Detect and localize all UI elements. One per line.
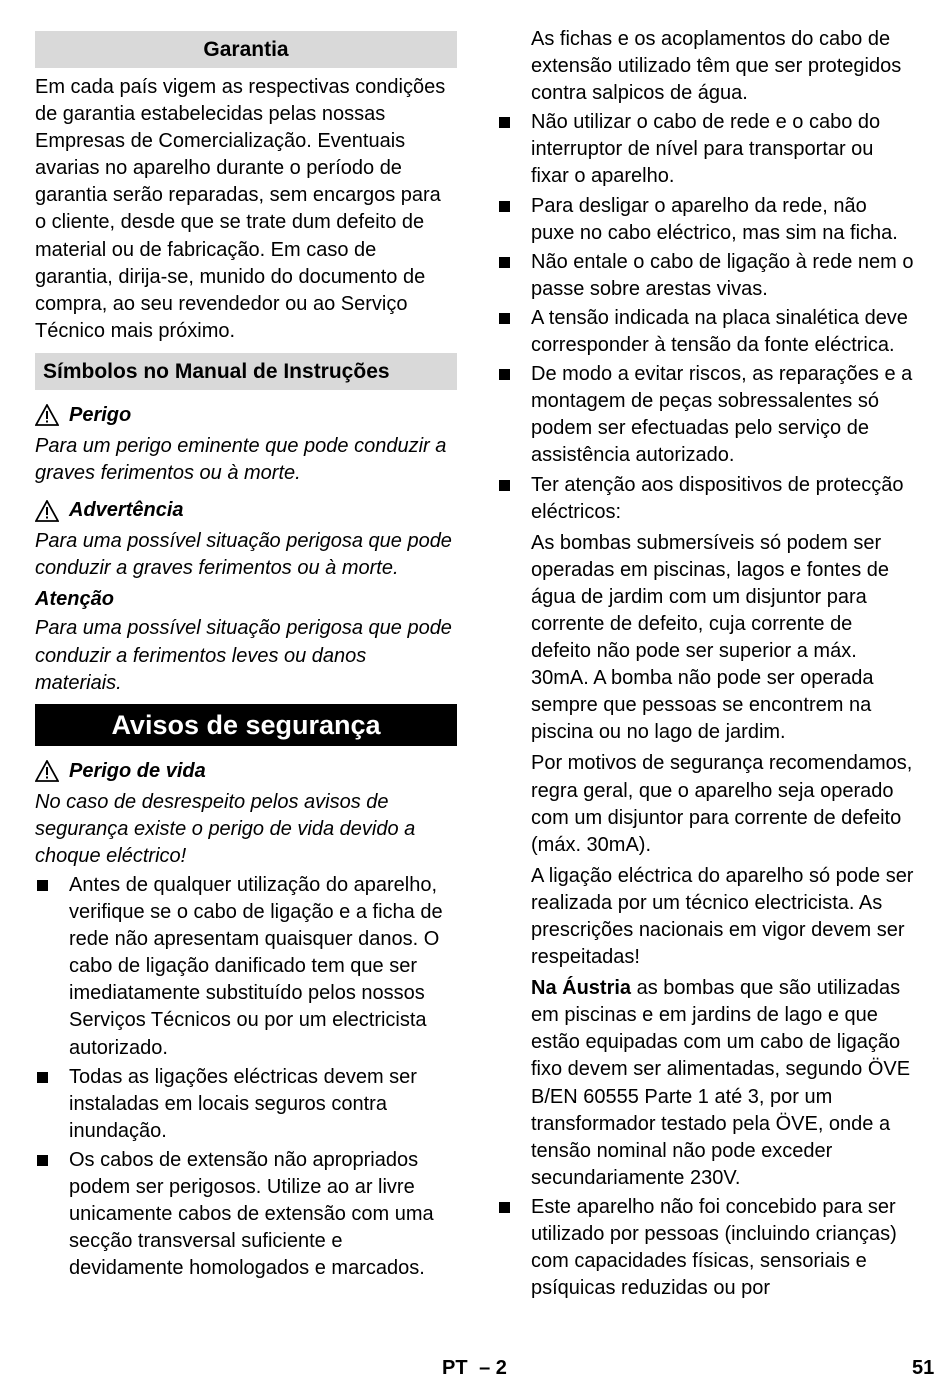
perigo-vida-heading <box>35 758 457 785</box>
bullet-square-icon <box>35 872 69 1062</box>
advertencia-text: Para uma possível situação perigosa que pode conduzir a graves ferimentos ou à morte. <box>35 530 452 580</box>
warning-triangle-icon <box>35 404 59 426</box>
list-item: Os cabos de extensão não apropriados podem ser perigosos. Utilize ao ar livre unicamente cabos de extensão com uma secção transversal suficiente e devidamente homologados e marcados. <box>35 1147 457 1282</box>
list-item: Não utilizar o cabo de rede e o cabo do interruptor de nível para transportar ou fixar o aparelho. <box>497 109 915 190</box>
bullet-square-icon <box>497 193 531 247</box>
protection-text-1: As bombas submersíveis só podem ser operadas em piscinas, lagos e fontes de água de jardim com um disjuntor para corrente de defeito, cuja corrente de defeito não pode ser superior a máx. 30mA. A bomba não pode ser operada sempre que pessoas se encontrem na piscina ou no lago de jardim. <box>531 531 889 744</box>
bullet-square-icon <box>35 1064 69 1145</box>
left-column <box>35 26 457 1284</box>
perigo-vida-text: No caso de desrespeito pelos avisos de segurança existe o perigo de vida devido a choque eléctrico! <box>35 790 416 867</box>
list-item: A tensão indicada na placa sinalética deve corresponder à tensão da fonte eléctrica. <box>497 305 915 359</box>
austria-text <box>531 975 915 1192</box>
austria-rest: as bombas que são utilizadas em piscinas e em jardins de lago e que estão equipadas com um cabo de ligação fixo devem ser alimentadas, segundo ÖVE B/EN 60555 Parte 1 até 3, por um transformador testado pela ÖVE, onde a tensão nominal não pode exceder secundariamente 230V. <box>531 977 911 1189</box>
list-item: Antes de qualquer utilização do aparelho, verifique se o cabo de ligação e a ficha de rede não apresentam quaisquer danos. O cabo de ligação danificado tem que ser imediatamente substituído pelos nossos Serviços Técnicos ou por um electricista autorizado. <box>35 872 457 1062</box>
bullet-square-icon <box>497 472 531 526</box>
list-item: Não entale o cabo de ligação à rede nem o passe sobre arestas vivas. <box>497 249 915 303</box>
atencao-heading: Atenção <box>35 588 114 611</box>
bullet-square-icon <box>497 109 531 190</box>
bullet-square-icon <box>35 1147 69 1282</box>
warning-triangle-icon <box>35 500 59 522</box>
list-item: Para desligar o aparelho da rede, não puxe no cabo eléctrico, mas sim na ficha. <box>497 193 915 247</box>
advertencia-label: Advertência <box>69 499 184 522</box>
simbolos-heading: Símbolos no Manual de Instruções <box>35 353 457 390</box>
bullet-square-icon <box>497 1194 531 1302</box>
perigo-heading <box>35 402 457 429</box>
perigo-vida-label: Perigo de vida <box>69 759 206 782</box>
right-column <box>497 26 915 1304</box>
perigo-text: Para um perigo eminente que pode conduzir a graves ferimentos ou à morte. <box>35 434 447 485</box>
warning-triangle-icon <box>35 760 59 782</box>
list-item: De modo a evitar riscos, as reparações e a montagem de peças sobressalentes só podem ser efectuadas pelo serviço de assistência autorizado. <box>497 361 915 469</box>
protection-text-3: A ligação eléctrica do aparelho só pode ser realizada por um técnico electricista. As prescrições nacionais em vigor devem ser respeitadas! <box>531 864 914 969</box>
bullet-square-icon <box>497 361 531 469</box>
garantia-heading: Garantia <box>35 31 457 68</box>
list-item: Ter atenção aos dispositivos de protecção eléctricos: <box>497 472 915 526</box>
continuation-text: As fichas e os acoplamentos do cabo de extensão utilizado têm que ser protegidos contra salpicos de água. <box>531 28 902 105</box>
footer-ref: – 2 <box>479 1357 507 1379</box>
list-item: Todas as ligações eléctricas devem ser instaladas em locais seguros contra inundação. <box>35 1064 457 1145</box>
protection-text-2: Por motivos de segurança recomendamos, regra geral, que o aparelho seja operado com um disjuntor para corrente de defeito (máx. 30mA). <box>531 752 913 856</box>
perigo-label: Perigo <box>69 403 132 426</box>
footer-lang: PT <box>442 1357 468 1379</box>
garantia-text: Em cada país vigem as respectivas condições de garantia estabelecidas pelas nossas Empresas de Comercialização. Eventuais avarias no aparelho durante o período de garantia serão reparadas, sem encargos para o cliente, desde que se trate dum defeito de material ou de fabricação. Em caso de garantia, dirija-se, munido do documento de compra, ao seu revendedor ou ao Serviço Técnico mais próximo. <box>35 76 446 342</box>
bullet-square-icon <box>497 305 531 359</box>
avisos-heading: Avisos de segurança <box>35 704 457 746</box>
advertencia-heading <box>35 497 457 524</box>
bullet-square-icon <box>497 249 531 303</box>
austria-bold: Na Áustria <box>531 977 632 1000</box>
page-number: 51 <box>912 1357 935 1379</box>
atencao-text: Para uma possível situação perigosa que pode conduzir a ferimentos leves ou danos materiais. <box>35 617 452 694</box>
list-item: Este aparelho não foi concebido para ser utilizado por pessoas (incluindo crianças) com capacidades físicas, sensoriais e psíquicas reduzidas ou por <box>497 1194 915 1302</box>
footer-page-ref <box>442 1356 507 1380</box>
